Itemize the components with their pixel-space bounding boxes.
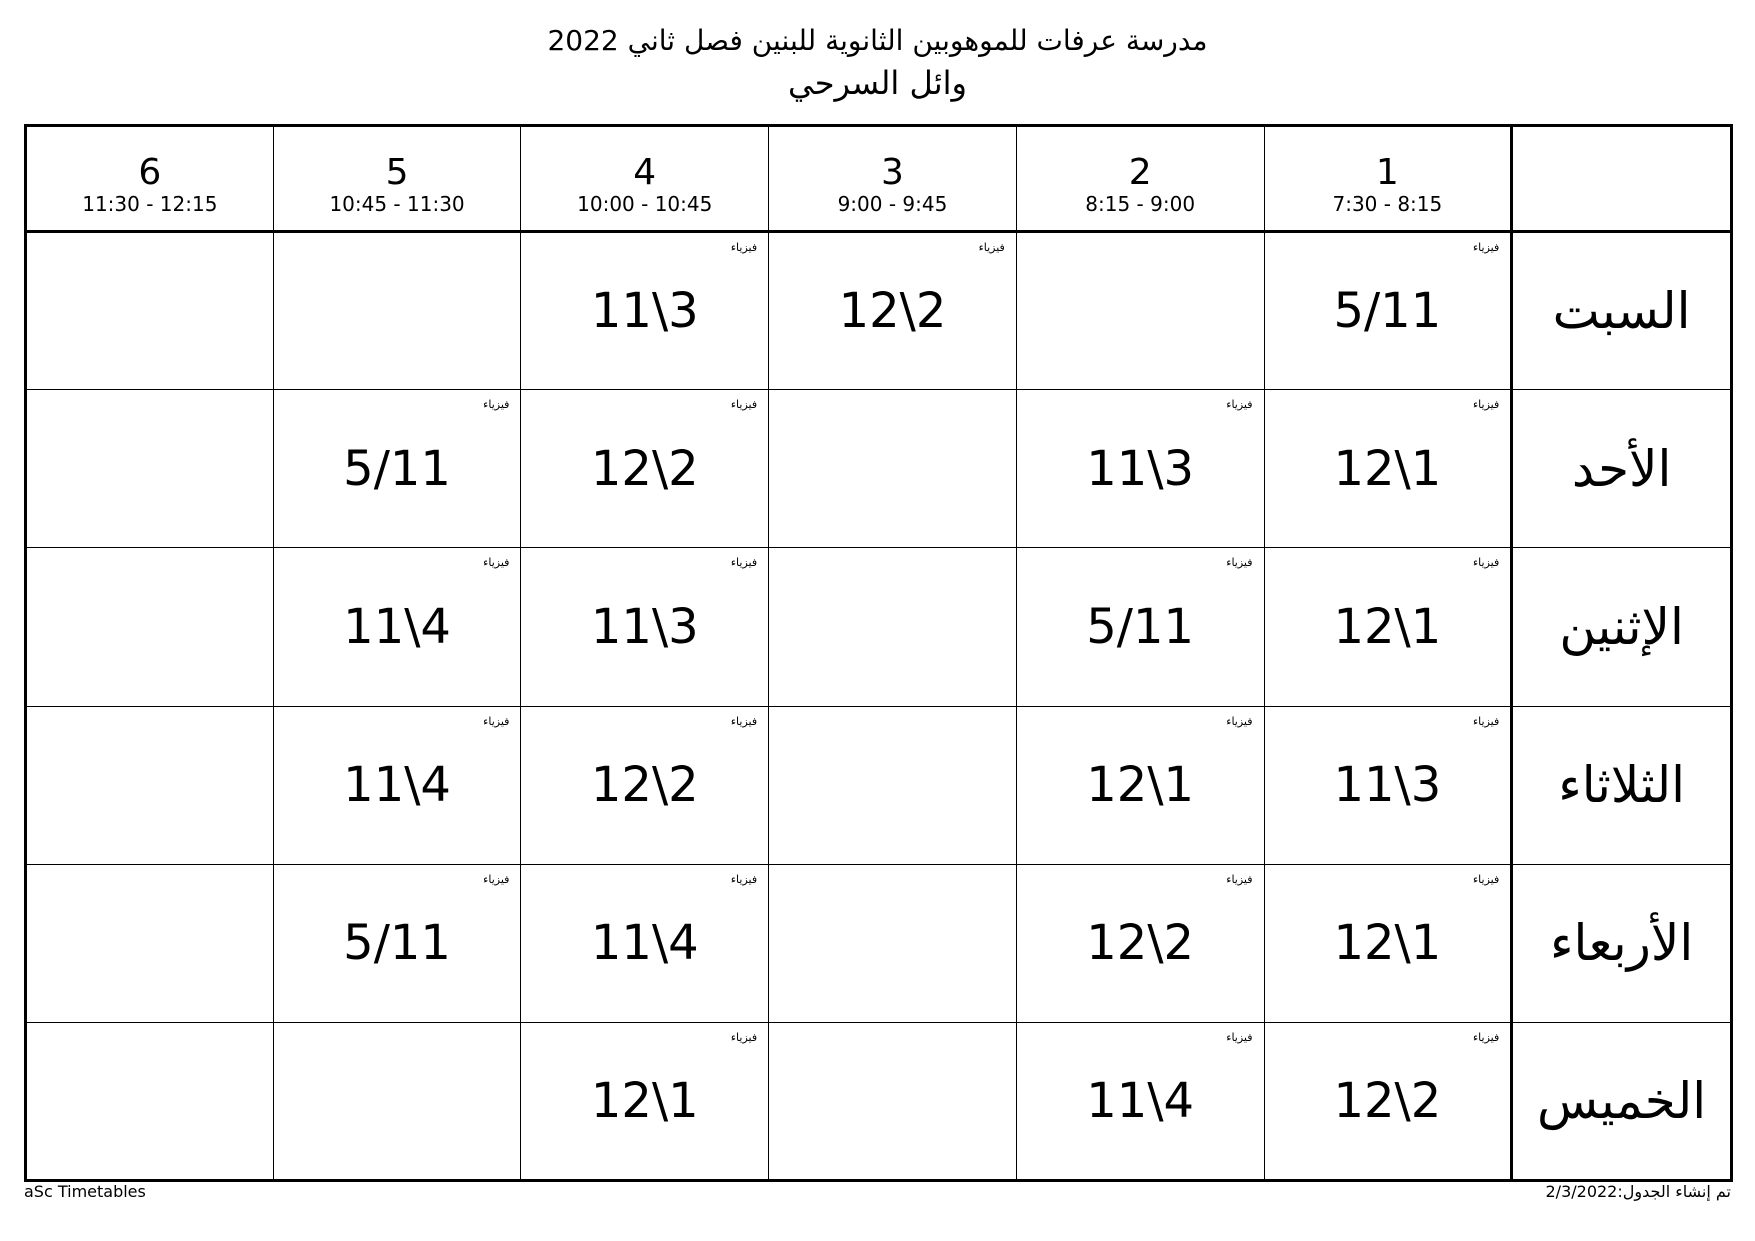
class-label: 12\2 — [590, 757, 699, 814]
lesson-cell — [1264, 232, 1512, 390]
lesson-cell — [521, 232, 769, 390]
subject-label: فيزياء — [1472, 1030, 1500, 1044]
lesson-cell — [26, 232, 274, 390]
day-cell — [1512, 864, 1732, 1022]
subject-label: فيزياء — [1472, 556, 1500, 570]
subject-label: فيزياء — [1472, 398, 1500, 412]
footer-brand: aSc Timetables — [24, 1182, 146, 1201]
period-time: 10:00 - 10:45 — [577, 191, 713, 216]
lesson-cell — [521, 864, 769, 1022]
class-label: 11\4 — [590, 915, 699, 972]
lesson-cell — [1264, 864, 1512, 1022]
day-row — [26, 1022, 1732, 1180]
period-time: 7:30 - 8:15 — [1332, 191, 1443, 216]
teacher-name: وائل السرحي — [788, 64, 967, 102]
class-label: 12\2 — [590, 440, 699, 497]
lesson-cell — [521, 1022, 769, 1180]
lesson-cell — [1016, 390, 1264, 548]
lesson-cell — [769, 548, 1017, 706]
subject-label: فيزياء — [730, 556, 758, 570]
day-cell — [1512, 548, 1732, 706]
class-label: 5/11 — [343, 915, 451, 972]
class-label: 12\1 — [590, 1072, 699, 1129]
subject-label: فيزياء — [483, 398, 510, 412]
day-cell — [1512, 232, 1732, 390]
lesson-cell — [26, 706, 274, 864]
lesson-cell — [26, 864, 274, 1022]
period-time: 11:30 - 12:15 — [82, 191, 218, 216]
subject-label: فيزياء — [1472, 241, 1500, 255]
class-label: 12\1 — [1333, 598, 1442, 655]
lesson-cell — [1016, 548, 1264, 706]
day-name: الأربعاء — [1549, 914, 1694, 973]
subject-label: فيزياء — [730, 241, 758, 255]
lesson-cell — [769, 390, 1017, 548]
period-time: 9:00 - 9:45 — [837, 191, 948, 216]
day-name: الخميس — [1537, 1071, 1707, 1130]
period-number: 1 — [1375, 151, 1399, 193]
period-time: 10:45 - 11:30 — [329, 191, 465, 216]
period-header-3 — [769, 126, 1017, 232]
class-label: 12\1 — [1333, 915, 1442, 972]
subject-label: فيزياء — [730, 714, 758, 728]
lesson-cell — [1264, 548, 1512, 706]
period-number: 2 — [1128, 151, 1152, 193]
day-name: السبت — [1552, 282, 1691, 341]
day-row — [26, 548, 1732, 706]
lesson-cell — [26, 1022, 274, 1180]
lesson-cell — [521, 706, 769, 864]
subject-label: فيزياء — [1472, 714, 1500, 728]
period-time: 8:15 - 9:00 — [1085, 191, 1196, 216]
lesson-cell — [1016, 232, 1264, 390]
day-name: الثلاثاء — [1558, 756, 1685, 815]
period-header-5 — [273, 126, 521, 232]
lesson-cell — [1264, 390, 1512, 548]
footer-created-date: تم إنشاء الجدول:2/3/2022 — [1545, 1182, 1731, 1201]
class-label: 12\1 — [1333, 440, 1442, 497]
day-cell — [1512, 390, 1732, 548]
lesson-cell — [273, 1022, 521, 1180]
lesson-cell — [521, 390, 769, 548]
lesson-cell — [769, 1022, 1017, 1180]
day-row — [26, 706, 1732, 864]
period-number: 6 — [138, 151, 162, 193]
school-title: مدرسة عرفات للموهوبين الثانوية للبنين فصل ثاني 2022 — [547, 24, 1208, 57]
period-number: 5 — [385, 151, 409, 193]
period-number: 3 — [881, 151, 904, 193]
subject-label: فيزياء — [978, 241, 1005, 255]
lesson-cell — [26, 390, 274, 548]
day-row — [26, 232, 1732, 390]
subject-label: فيزياء — [483, 872, 510, 886]
day-row — [26, 864, 1732, 1022]
class-label: 11\3 — [1333, 757, 1442, 814]
day-row — [26, 390, 1732, 548]
class-label: 5/11 — [1333, 283, 1442, 340]
corner-cell — [1512, 126, 1732, 232]
lesson-cell — [1264, 1022, 1512, 1180]
class-label: 11\4 — [343, 757, 451, 814]
subject-label: فيزياء — [1226, 556, 1253, 570]
subject-label: فيزياء — [1226, 872, 1253, 886]
subject-label: فيزياء — [730, 398, 758, 412]
class-label: 5/11 — [1086, 598, 1195, 655]
lesson-cell — [769, 864, 1017, 1022]
lesson-cell — [1264, 706, 1512, 864]
class-label: 11\4 — [1086, 1072, 1195, 1129]
lesson-cell — [521, 548, 769, 706]
day-name: الإثنين — [1559, 597, 1684, 656]
period-header-4 — [521, 126, 769, 232]
class-label: 12\2 — [838, 283, 947, 340]
class-label: 11\3 — [590, 283, 699, 340]
subject-label: فيزياء — [730, 872, 758, 886]
timetable — [24, 124, 1733, 1182]
lesson-cell — [1016, 1022, 1264, 1180]
lesson-cell — [1016, 864, 1264, 1022]
subject-label: فيزياء — [730, 1030, 758, 1044]
period-header-1 — [1264, 126, 1512, 232]
subject-label: فيزياء — [483, 556, 510, 570]
period-header-2 — [1016, 126, 1264, 232]
class-label: 12\1 — [1086, 757, 1195, 814]
subject-label: فيزياء — [1226, 1030, 1253, 1044]
lesson-cell — [273, 864, 521, 1022]
lesson-cell — [26, 548, 274, 706]
period-header-row — [26, 126, 1732, 232]
class-label: 11\3 — [1086, 440, 1195, 497]
class-label: 11\4 — [343, 598, 451, 655]
subject-label: فيزياء — [1472, 872, 1500, 886]
class-label: 11\3 — [590, 598, 699, 655]
subject-label: فيزياء — [1226, 398, 1253, 412]
lesson-cell — [1016, 706, 1264, 864]
lesson-cell — [273, 390, 521, 548]
day-cell — [1512, 1022, 1732, 1180]
lesson-cell — [273, 548, 521, 706]
class-label: 12\2 — [1333, 1072, 1442, 1129]
lesson-cell — [273, 232, 521, 390]
period-header-6 — [26, 126, 274, 232]
day-name: الأحد — [1571, 439, 1672, 498]
class-label: 12\2 — [1086, 915, 1195, 972]
class-label: 5/11 — [343, 440, 451, 497]
period-number: 4 — [633, 151, 657, 193]
day-cell — [1512, 706, 1732, 864]
lesson-cell — [769, 706, 1017, 864]
lesson-cell — [273, 706, 521, 864]
subject-label: فيزياء — [483, 714, 510, 728]
subject-label: فيزياء — [1226, 714, 1253, 728]
lesson-cell — [769, 232, 1017, 390]
